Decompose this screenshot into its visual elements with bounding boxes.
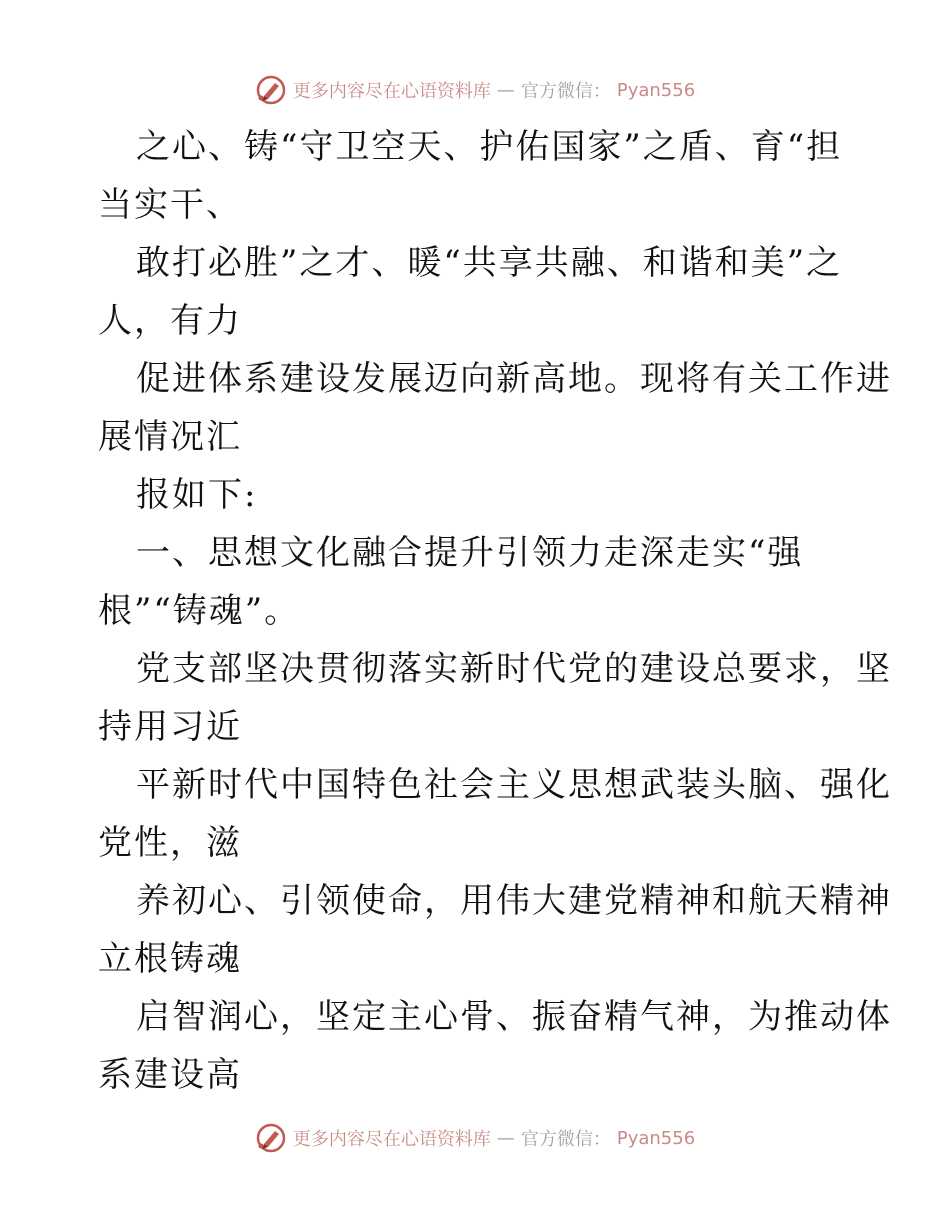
body-line: 党支部坚决贯彻落实新时代党的建设总要求，坚 — [136, 649, 892, 689]
footer-watermark — [0, 1118, 950, 1158]
watermark-main-text: 更多内容尽在心语资料库 — [292, 1129, 491, 1150]
body-line: 展情况汇 — [98, 417, 242, 457]
section-heading: 一、思想文化融合提升引领力走深走实“强 — [136, 533, 804, 573]
header-watermark — [0, 70, 950, 110]
watermark-separator: — — [496, 1127, 515, 1149]
body-line: 立根铸魂 — [98, 939, 242, 979]
watermark-separator: — — [496, 79, 515, 101]
watermark-wechat-label: 官方微信： — [520, 81, 611, 102]
document-body — [98, 118, 892, 1104]
body-line: 党性，滋 — [98, 823, 242, 863]
pen-circle-icon — [255, 1122, 287, 1154]
body-line: 报如下: — [136, 475, 258, 515]
body-line: 启智润心，坚定主心骨、振奋精气神，为推动体 — [136, 997, 892, 1037]
body-line: 平新时代中国特色社会主义思想武装头脑、强化 — [136, 765, 892, 805]
watermark-wechat-id: Pyan556 — [616, 79, 696, 101]
body-line: 系建设高 — [98, 1055, 242, 1095]
body-line: 敢打必胜”之才、暖“共享共融、和谐和美”之 — [136, 243, 843, 283]
body-line: 促进体系建设发展迈向新高地。现将有关工作进 — [136, 359, 892, 399]
watermark-main-text: 更多内容尽在心语资料库 — [292, 81, 491, 102]
pen-circle-icon — [255, 74, 287, 106]
body-line: 持用习近 — [98, 707, 242, 747]
watermark-wechat-label: 官方微信： — [520, 1129, 611, 1150]
body-line: 当实干、 — [98, 185, 242, 225]
body-line: 人，有力 — [98, 301, 242, 341]
body-line: 养初心、引领使命，用伟大建党精神和航天精神 — [136, 881, 892, 921]
section-heading-continued: 根”“铸魂”。 — [98, 591, 301, 631]
body-line: 之心、铸“守卫空天、护佑国家”之盾、育“担 — [136, 127, 843, 167]
watermark-wechat-id: Pyan556 — [616, 1127, 696, 1149]
